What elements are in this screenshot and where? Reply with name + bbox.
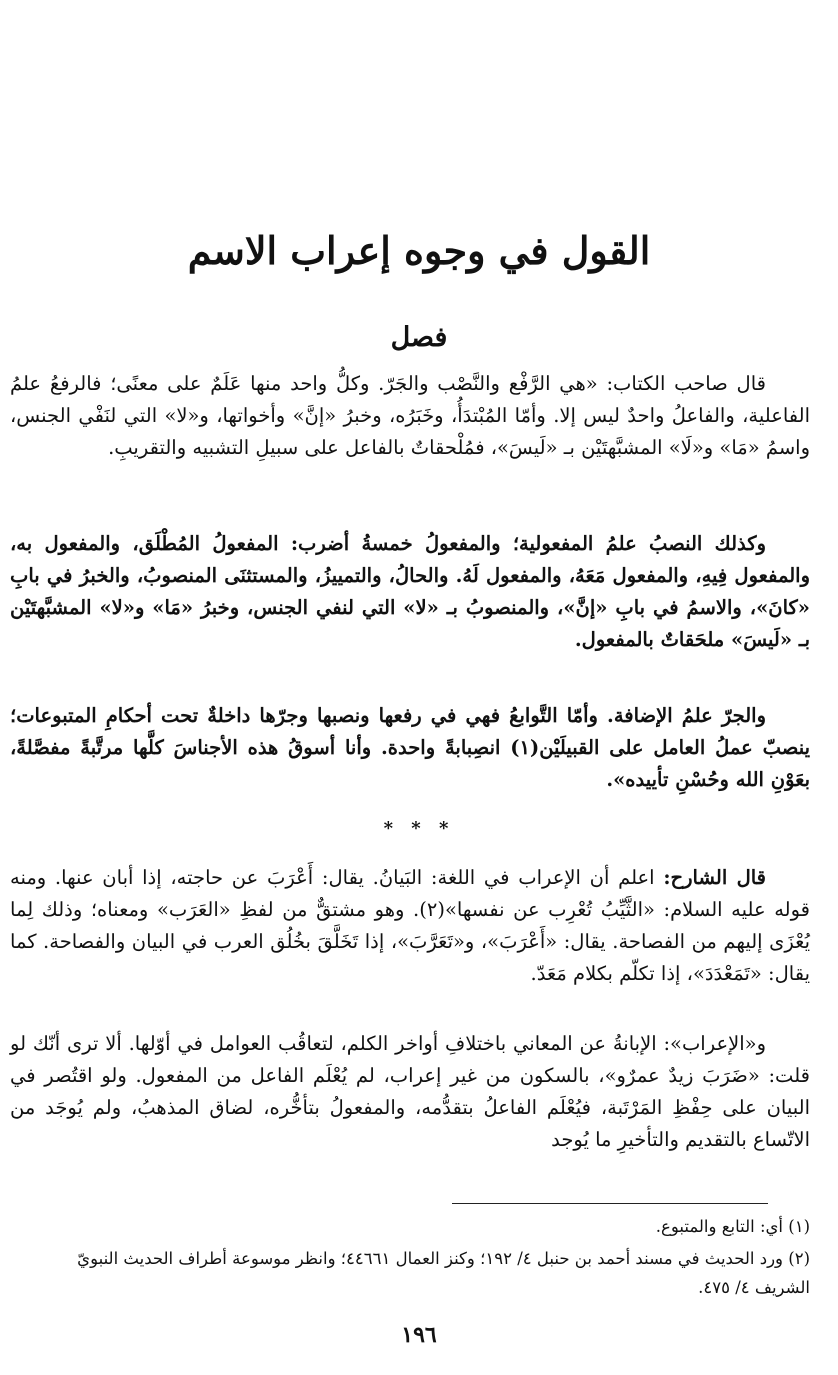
commentary-text: و«الإعراب»: الإبانةُ عن المعاني باختلافِ أواخر الكلم، لتعاقُب العوامل في أوّلها. ألا ترى أنّك لو قلت: «ضَرَبَ زيدٌ عمرٌو»، بالسكون من غير إعراب، لم يُعْلَم الفاعل من المفعول. ولو اقتُصر في البيان على حِفْظِ المَرْتَبة، فيُعْلَم الفاعلُ بتقدُّمه، والمفعولُ بتأخُّره، لضاق المذهبُ، ولم يُوجَد من الاتّساع بالتقديم والتأخيرِ ما يُوجد xyxy=(10,1032,810,1151)
commentary-text: اعلم أن الإعراب في اللغة: البَيانُ. يقال: أَعْرَبَ عن حاجته، إذا أبان عنها. ومنه قوله عليه السلام: «الثَّيِّبُ تُعْرِب عن نفسها»(٢). وهو مشتقٌّ من لفظِ «العَرَب» ومعناه؛ وذلك لِما يُعْزَى إليهم من الفصاحة. يقال: «أَعْرَبَ»، و«تَعَرَّبَ»، إذا تَخَلَّقَ بخُلُق العرب في البيان والفصاحة. كما يقال: «تَمَعْدَدَ»، إذا تكلّم بكلام مَعَدّ. xyxy=(10,866,810,985)
commentary-paragraph-1 xyxy=(10,862,810,990)
section-separator: * * * xyxy=(383,818,455,839)
text-paragraph-2: وكذلك النصبُ علمُ المفعولية؛ والمفعولُ خمسةُ أضرب: المفعولُ المُطْلَق، والمفعول به، والمفعول فِيهِ، والمفعول مَعَهُ، والمفعول لَهُ. والحالُ، والتمييزُ، والمستثنَى المنصوبُ، والخبرُ في بابِ «كانَ»، والاسمُ في بابِ «إنَّ»، والمنصوبُ بـ «لا» التي لنفي الجنس، وخبرُ «مَا» و«لا» المشبَّهتَيْن بـ «لَيسَ» ملحَقاتٌ بالمفعول. xyxy=(10,532,810,651)
commentary-lead: قال الشارح: xyxy=(663,866,766,889)
commentary-paragraph-2 xyxy=(10,1028,810,1156)
footnote-1: (١) أي: التابع والمتبوع. xyxy=(655,1217,810,1236)
section-heading: فصل xyxy=(390,322,448,353)
page-number: ١٩٦ xyxy=(401,1322,437,1348)
text-paragraph-3: والجرّ علمُ الإضافة. وأمّا التَّوابعُ فهي في رفعها ونصبها وجرّها داخلةٌ تحت أحكامِ المتبوعات؛ ينصبّ عملُ العامل على القبيلَيْن(١) انصِبابةً واحدة. وأنا أسوقُ هذه الأجناسَ كلَّها مرتَّبةً مفصَّلةً، بعَوْنِ الله وحُسْنِ تأييده». xyxy=(10,704,811,791)
chapter-title: القول في وجوه إعراب الاسم xyxy=(187,228,651,273)
text-paragraph-1: قال صاحب الكتاب: «هي الرَّفْع والنَّصْب والجَرّ. وكلُّ واحد منها عَلَمٌ على معنًى؛ فالرفعُ علمُ الفاعلية، والفاعلُ واحدٌ ليس إلا. وأمّا المُبْتدَأُ، وخَبَرُه، وخبرُ «إنَّ» وأخواتها، و«لا» التي لنَفْي الجنس، واسمُ «مَا» و«لَا» المشبَّهتَيْن بـ «لَيسَ»، فمُلْحقاتٌ بالفاعل على سبيلِ التشبيه والتقريبِ. xyxy=(10,372,810,459)
footnote-divider xyxy=(452,1203,768,1204)
footnote-2: (٢) ورد الحديث في مسند أحمد بن حنبل ٤/ ١٩٢؛ وكنز العمال ٤٤٦٦١؛ وانظر موسوعة أطراف الحديث النبويّ الشريف ٤/ ٤٧٥. xyxy=(77,1249,810,1297)
